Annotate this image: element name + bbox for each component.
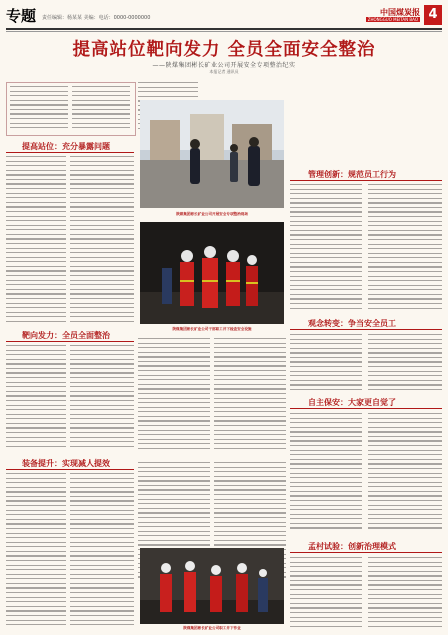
paper-name: 中国煤炭报 [380,8,420,17]
section-5-rule [6,469,134,470]
section-6-rule [290,408,442,409]
section-6-col1 [290,413,362,535]
section-1-rule [6,152,134,153]
section-2-title: 管理创新：规范员工行为 [308,170,396,179]
caption-2: 陕煤集团彬长矿业公司干部职工井下检查安全设施 [172,327,252,331]
byline: 本报记者 通讯员 [209,69,239,74]
masthead [6,5,442,27]
section-6-col2 [368,413,442,535]
section-5-title: 装备提升：实现减人提效 [22,459,110,468]
section-4-title: 观念转变：争当安全员工 [308,319,396,328]
section-4-col2 [368,334,442,394]
middle-text-col2 [214,338,286,458]
section-7-title: 孟村试验：创新治理模式 [308,542,396,551]
section-3-col1 [6,345,66,453]
section-3-title: 靶向发力：全员全面整治 [22,331,110,340]
section-3-rule [6,341,134,342]
caption-1: 陕煤集团彬长矿业公司开展安全专项整治现场 [176,212,248,216]
intro-text-col2 [72,86,130,132]
photo-underground-workers [140,222,284,324]
header-rule-thin [6,31,442,32]
headline: 提高站位靶向发力 全员全面安全整治 [72,40,376,60]
section-7-col1 [290,557,362,631]
page-number: 4 [424,5,442,25]
section-7-col2 [368,557,442,631]
section-4-rule [290,329,442,330]
middle-text-col1 [138,338,210,458]
section-6-title: 自主保安：大家更自觉了 [308,398,396,407]
section-3-col2 [70,345,134,453]
section-2-rule [290,180,442,181]
header-rule [6,28,442,30]
section-1-col1 [6,156,66,326]
section-2-col2 [368,184,442,314]
section-1-col2 [70,156,134,326]
intro-text-col1 [10,86,68,132]
section-4-col1 [290,334,362,394]
photo-underground-team [140,548,284,624]
section-1-title: 提高站位：充分暴露问题 [22,142,110,151]
subheadline: ——陕煤集团彬长矿业公司开展安全专项整治纪实 [152,62,296,69]
paper-sub: ZHONGGUO MEITAN BAO [367,17,418,22]
caption-5: 陕煤集团彬长矿业公司职工井下作业 [183,626,241,630]
photo-site-inspection [140,100,284,208]
section-5-col2 [70,473,134,629]
section-5-col1 [6,473,66,629]
section-7-rule [290,552,442,553]
section-2-col1 [290,184,362,314]
page-meta: 责任编辑：杨某某 美编：电话：0000-0000000 [42,15,151,21]
section-label: 专题 [6,7,37,25]
